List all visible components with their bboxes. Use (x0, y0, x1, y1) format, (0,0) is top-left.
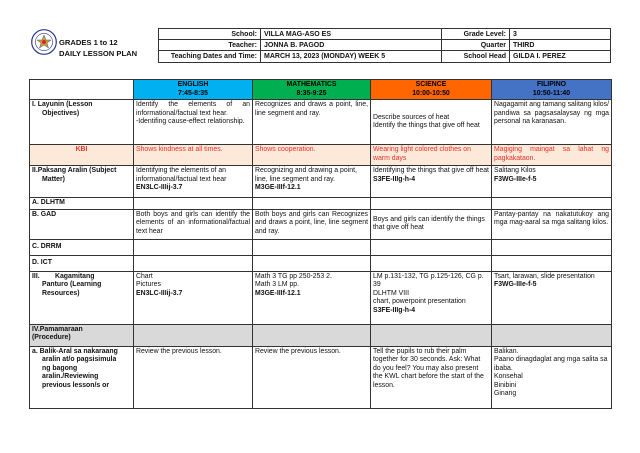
kagamitang-english-line1: Chart (136, 272, 153, 280)
grade-level-label: Grade Level: (442, 29, 510, 40)
paksang-science (371, 166, 492, 198)
kagamitang-math (253, 271, 371, 324)
layunin-english (134, 100, 253, 145)
kagamitang-filipino-line1: Tsart, larawan, slide presentation (494, 272, 595, 280)
paksang-filipino-text: Salitang Kilos (494, 167, 536, 174)
drrm-english (134, 239, 253, 255)
layunin-english-line1: Identify the elements of an informational/factual text hear. (136, 101, 250, 117)
dlhtm-filipino (492, 198, 612, 210)
paksang-math (253, 166, 371, 198)
kagamitang-english (134, 271, 253, 324)
gad-filipino: Pantay-pantay na nakatutukoy ang mga mag-aaral sa mga salitang kilos. (492, 209, 612, 239)
paksang-math-code: M3GE-IIIf-12.1 (255, 184, 301, 191)
kagamitang-label-line2: Panturo (Learning (42, 281, 102, 288)
kagamitang-science-line1: LM p.131-132, TG p.125-126, CG p. 39 (373, 272, 484, 288)
layunin-label (30, 100, 134, 145)
ict-math (253, 255, 371, 271)
gad-row (30, 209, 612, 239)
dlp-title-line1: GRADES 1 to 12 (59, 38, 118, 47)
kbi-filipino: Magiging maingat sa lahat ng pagkakataon. (492, 145, 612, 166)
kbi-science: Wearing light colored clothes on warm days (371, 145, 492, 166)
subject-science-time: 10:00-10:50 (412, 89, 450, 97)
drrm-filipino (492, 239, 612, 255)
paksang-science-text: Identifying the things that give off heat (373, 167, 489, 174)
dlp-title (59, 37, 137, 59)
pamamaraan-science (371, 324, 492, 346)
ict-filipino (492, 255, 612, 271)
kagamitang-science-line3: chart, powerpoint presentation (373, 298, 466, 305)
balik-label-line3: ng bagong (42, 364, 78, 372)
subject-math-name: MATHEMATICS (286, 81, 337, 88)
balik-filipino-line4: Binibini (494, 381, 517, 389)
pamamaraan-english (134, 324, 253, 346)
teacher-value: JONNA B. PAGOD (261, 40, 442, 51)
deped-seal-logo (31, 29, 57, 55)
layunin-science-line2: Identify the things that give off heat (373, 122, 480, 129)
pamamaraan-label-line1: IV.Pamamaraan (32, 325, 83, 333)
kagamitang-english-line2: Pictures (136, 281, 161, 288)
balik-label-line4: aralin./Reviewing (42, 373, 99, 380)
pamamaraan-row (30, 324, 612, 346)
quarter-label: Quarter (442, 40, 510, 51)
teaching-dates-label: Teaching Dates and Time: (159, 51, 261, 62)
gad-science: Boys and girls can identify the things that give off heat (371, 209, 492, 239)
layunin-label-line2: Objectives) (42, 109, 80, 117)
paksang-filipino (492, 166, 612, 198)
teaching-dates-value: MARCH 13, 2023 (MONDAY) WEEK 5 (261, 51, 442, 62)
layunin-filipino: Nagagamit ang tamang salitang kilos/ pandiwa sa pagsasalaysay ng mga personal na karanasan. (492, 100, 612, 145)
balik-aral-label (30, 346, 134, 408)
pamamaraan-filipino (492, 324, 612, 346)
drrm-label: C. DRRM (30, 239, 134, 255)
pamamaraan-label-line2: (Procedure) (32, 334, 71, 341)
balik-filipino-line2: Paano dinagdaglat ang mga salita sa ibaba. (494, 356, 608, 372)
kagamitang-science (371, 271, 492, 324)
paksang-science-code: S3FE-IIIg-h-4 (373, 175, 416, 183)
balik-math: Review the previous lesson. (253, 346, 371, 408)
header-info-table (158, 28, 611, 63)
kbi-english: Shows kindness at all times. (134, 145, 253, 166)
layunin-row (30, 100, 612, 145)
balik-label-line1: a. Balik-Aral sa nakaraang (32, 347, 118, 355)
balik-filipino (492, 346, 612, 408)
layunin-english-line2: -Identifing cause-effect relationship. (136, 118, 245, 125)
ict-label: D. ICT (30, 255, 134, 271)
kagamitang-science-code: S3FE-IIIg-h-4 (373, 306, 416, 314)
gad-english: Both boys and girls can identify the elements of an informational/factual text hear (134, 209, 253, 239)
paksang-filipino-code: F3WG-IIIe-f-5 (494, 175, 537, 183)
balik-english: Review the previous lesson. (134, 346, 253, 408)
grade-level-value: 3 (510, 29, 611, 40)
balik-aral-row (30, 346, 612, 408)
school-label: School: (159, 29, 261, 40)
kagamitang-filipino (492, 271, 612, 324)
kbi-math: Shows cooperation. (253, 145, 371, 166)
teacher-label: Teacher: (159, 40, 261, 51)
kagamitang-science-line2: DLHTM VIII (373, 289, 409, 297)
pamamaraan-math (253, 324, 371, 346)
kagamitang-english-code: EN3LC-IIIij-3.7 (136, 289, 183, 297)
kagamitang-filipino-code: F3WG-IIIe-f-5 (494, 281, 537, 288)
lesson-plan-table (29, 79, 612, 409)
paksang-label-line1: II.Paksang Aralin (Subject (32, 167, 117, 174)
kagamitang-math-line2: Math 3 LM pp. (255, 281, 300, 288)
subject-math-time: 8:35-9:25 (296, 89, 327, 97)
subject-science-name: SCIENCE (415, 81, 447, 88)
balik-filipino-line5: Ginang (494, 390, 517, 397)
subject-filipino-header (492, 80, 612, 100)
dlhtm-english (134, 198, 253, 210)
balik-science: Tell the pupils to rub their palm together for 30 seconds. Ask: What do you feel? You may also present the KWL chart before the start of the lesson. (371, 346, 492, 408)
pamamaraan-label (30, 324, 134, 346)
paksang-aralin-label (30, 166, 134, 198)
school-head-label: School Head (442, 51, 510, 62)
kagamitang-label (30, 271, 134, 324)
kagamitang-label-line3: Resources) (42, 289, 80, 297)
subject-filipino-name: FILIPINO (536, 81, 567, 88)
subject-filipino-time: 10:50-11:40 (532, 89, 571, 97)
kagamitang-row (30, 271, 612, 324)
balik-filipino-line1: Balikan. (494, 347, 519, 355)
layunin-science (371, 100, 492, 145)
dlhtm-science (371, 198, 492, 210)
subject-english-name: ENGLISH (177, 81, 209, 88)
dlhtm-math (253, 198, 371, 210)
layunin-label-line1: I. Layunin (Lesson (32, 101, 93, 108)
paksang-label-line2: Matter) (42, 175, 65, 183)
balik-label-line5: previous lesson/s or (42, 381, 110, 389)
kagamitang-label-line1: III. Kagamitang (32, 272, 95, 280)
paksang-english-text: Identifying the elements of an informational/factual text hear (136, 167, 227, 183)
dlp-title-line2: DAILY LESSON PLAN (59, 49, 138, 58)
gad-math: Both boys and girls can Recognizes and draws a point, line, line segment and ray. (253, 209, 371, 239)
layunin-math: Recognizes and draws a point, line, line segment and ray. (253, 100, 371, 145)
subjects-header-row (30, 80, 612, 100)
school-head-value: GILDA I. PEREZ (510, 51, 611, 62)
paksang-math-text: Recognizing and drawing a point, line, line segment and ray. (255, 167, 357, 183)
paksang-aralin-row (30, 166, 612, 198)
dlhtm-label: A. DLHTM (30, 198, 134, 210)
gad-label: B. GAD (30, 209, 134, 239)
paksang-english-code: EN3LC-IIIij-3.7 (136, 184, 183, 191)
drrm-row (30, 239, 612, 255)
layunin-science-line1: Describe sources of heat (373, 113, 450, 121)
kbi-row (30, 145, 612, 166)
school-value: VILLA MAG-ASO ES (261, 29, 442, 40)
subject-science-header (371, 80, 492, 100)
balik-label-line2: aralin at/o pagsisimula (42, 356, 117, 363)
balik-filipino-line3: Konsehal (494, 373, 523, 380)
subject-english-header (134, 80, 253, 100)
kagamitang-math-code: M3GE-IIIf-12.1 (255, 289, 301, 297)
dlhtm-row (30, 198, 612, 210)
ict-row (30, 255, 612, 271)
kbi-label: KBI (30, 145, 134, 166)
ict-english (134, 255, 253, 271)
ict-science (371, 255, 492, 271)
drrm-math (253, 239, 371, 255)
quarter-value: THIRD (510, 40, 611, 51)
subject-math-header (253, 80, 371, 100)
subject-english-time: 7:45-8:35 (178, 89, 208, 97)
header-blank-cell (30, 80, 134, 100)
paksang-english (134, 166, 253, 198)
kagamitang-math-line1: Math 3 TG pp 250-253 2. (255, 272, 332, 280)
drrm-science (371, 239, 492, 255)
